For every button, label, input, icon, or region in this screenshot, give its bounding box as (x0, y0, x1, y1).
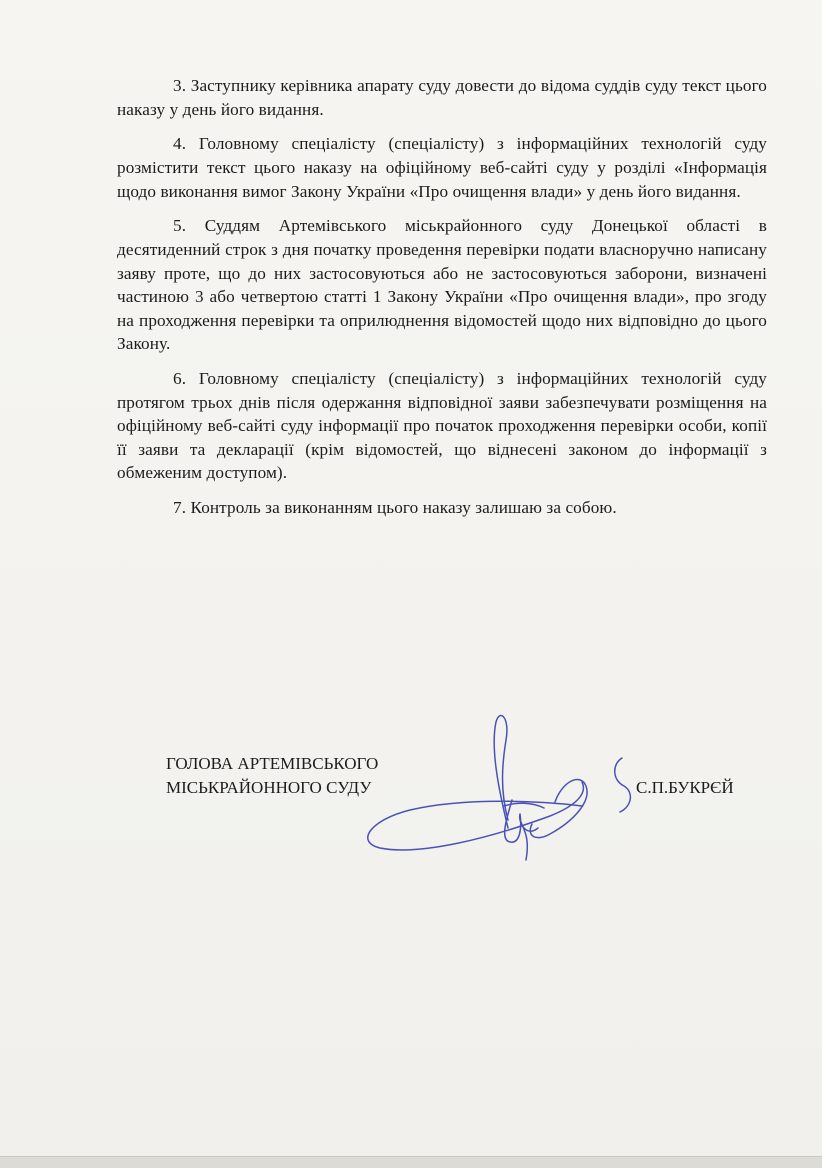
document-body (117, 74, 767, 531)
paragraph-7: 7. Контроль за виконанням цього наказу залишаю за собою. (173, 498, 617, 518)
handwritten-signature (350, 710, 650, 880)
paragraph-3: 3. Заступнику керівника апарату суду довести до відома суддів суду текст цього наказу у день його видання. (117, 76, 767, 119)
paragraph-6: 6. Головному спеціалісту (спеціалісту) з інформаційних технологій суду протягом трьох днів після одержання відповідної заяви забезпечувати розміщення на офіційному веб-сайті суду інформації про початок проходження перевірки особи, копії її заяви та декларації (крім відомостей, що віднесені законом до інформації з обмеженим доступом). (117, 369, 767, 483)
signatory-title-line-1: ГОЛОВА АРТЕМІВСЬКОГО (166, 754, 379, 773)
signatory-title-line-2: МІСЬКРАЙОННОГО СУДУ (166, 778, 372, 797)
page-bottom-edge (0, 1156, 822, 1168)
paragraph-5: 5. Суддям Артемівського міськрайонного суду Донецької області в десятиденний строк з дня початку проведення перевірки подати власноручно написану заяву проте, що до них застосовуються або не застосовуються заборони, визначені частиною 3 або четвертою статті 1 Закону України «Про очищення влади», про згоду на проходження перевірки та оприлюднення відомостей щодо них відповідно до цього Закону. (117, 216, 767, 354)
signatory-name: С.П.БУКРЄЙ (636, 778, 734, 797)
paragraph-4: 4. Головному спеціалісту (спеціалісту) з інформаційних технологій суду розмістити текст цього наказу на офіційному веб-сайті суду у розділі «Інформація щодо виконання вимог Закону України «Про очищення влади» у день його видання. (117, 134, 767, 201)
signatory-title (166, 752, 378, 800)
